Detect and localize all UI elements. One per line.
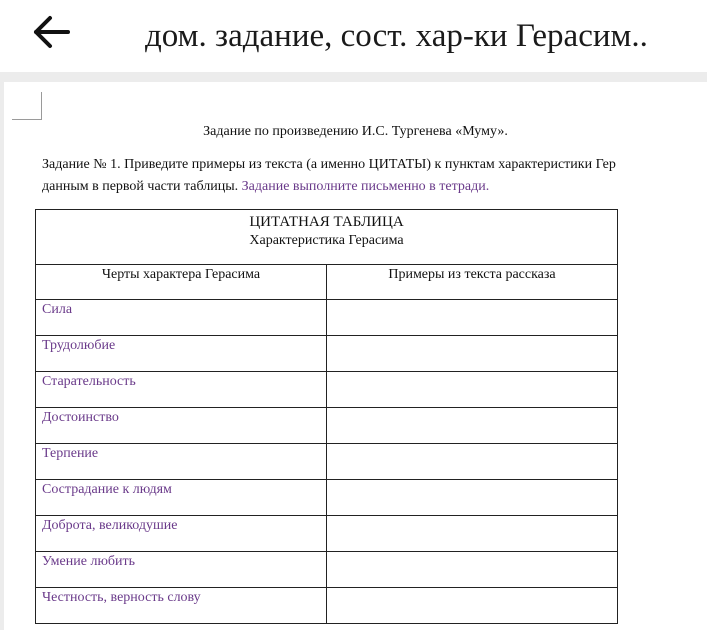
example-cell[interactable]	[327, 444, 618, 480]
table-row	[36, 516, 618, 552]
arrow-left-icon	[28, 12, 76, 56]
table-row	[36, 552, 618, 588]
table-caption	[36, 210, 618, 265]
trait-cell: Умение любить	[36, 552, 327, 588]
table-row	[36, 588, 618, 624]
page-corner-mark	[12, 92, 42, 120]
table-caption-title: ЦИТАТНАЯ ТАБЛИЦА	[249, 214, 404, 230]
document-page[interactable]	[4, 82, 707, 630]
table-row	[36, 336, 618, 372]
table-row	[36, 444, 618, 480]
trait-cell: Достоинство	[36, 408, 327, 444]
trait-cell: Трудолюбие	[36, 336, 327, 372]
example-cell[interactable]	[327, 480, 618, 516]
top-bar	[0, 0, 707, 72]
trait-cell: Честность, верность слову	[36, 588, 327, 624]
example-cell[interactable]	[327, 552, 618, 588]
task-text-line-2	[42, 179, 489, 195]
table-row	[36, 372, 618, 408]
table-row	[36, 300, 618, 336]
trait-cell: Сила	[36, 300, 327, 336]
example-cell[interactable]	[327, 372, 618, 408]
trait-cell: Сострадание к людям	[36, 480, 327, 516]
quote-table	[35, 209, 618, 624]
column-header-examples: Примеры из текста рассказа	[327, 265, 618, 300]
example-cell[interactable]	[327, 300, 618, 336]
table-row	[36, 480, 618, 516]
table-row	[36, 408, 618, 444]
task-text-line-1: Задание № 1. Приведите примеры из текста (а именно ЦИТАТЫ) к пунктам характеристики Гер	[42, 157, 616, 172]
example-cell[interactable]	[327, 516, 618, 552]
task-heading: Задание по произведению И.С. Тургенева «Муму».	[203, 124, 508, 139]
trait-cell: Терпение	[36, 444, 327, 480]
document-title: дом. задание, сост. хар-ки Герасим..	[145, 18, 648, 54]
example-cell[interactable]	[327, 408, 618, 444]
back-button[interactable]	[28, 12, 76, 56]
task-text-instruction: Задание выполните письменно в тетради.	[241, 179, 490, 194]
trait-cell: Старательность	[36, 372, 327, 408]
trait-cell: Доброта, великодушие	[36, 516, 327, 552]
example-cell[interactable]	[327, 336, 618, 372]
example-cell[interactable]	[327, 588, 618, 624]
table-caption-subtitle: Характеристика Герасима	[249, 233, 404, 248]
task-text-plain: данным в первой части таблицы.	[42, 179, 242, 194]
toolbar-divider	[0, 72, 707, 82]
column-header-traits: Черты характера Герасима	[36, 265, 327, 300]
